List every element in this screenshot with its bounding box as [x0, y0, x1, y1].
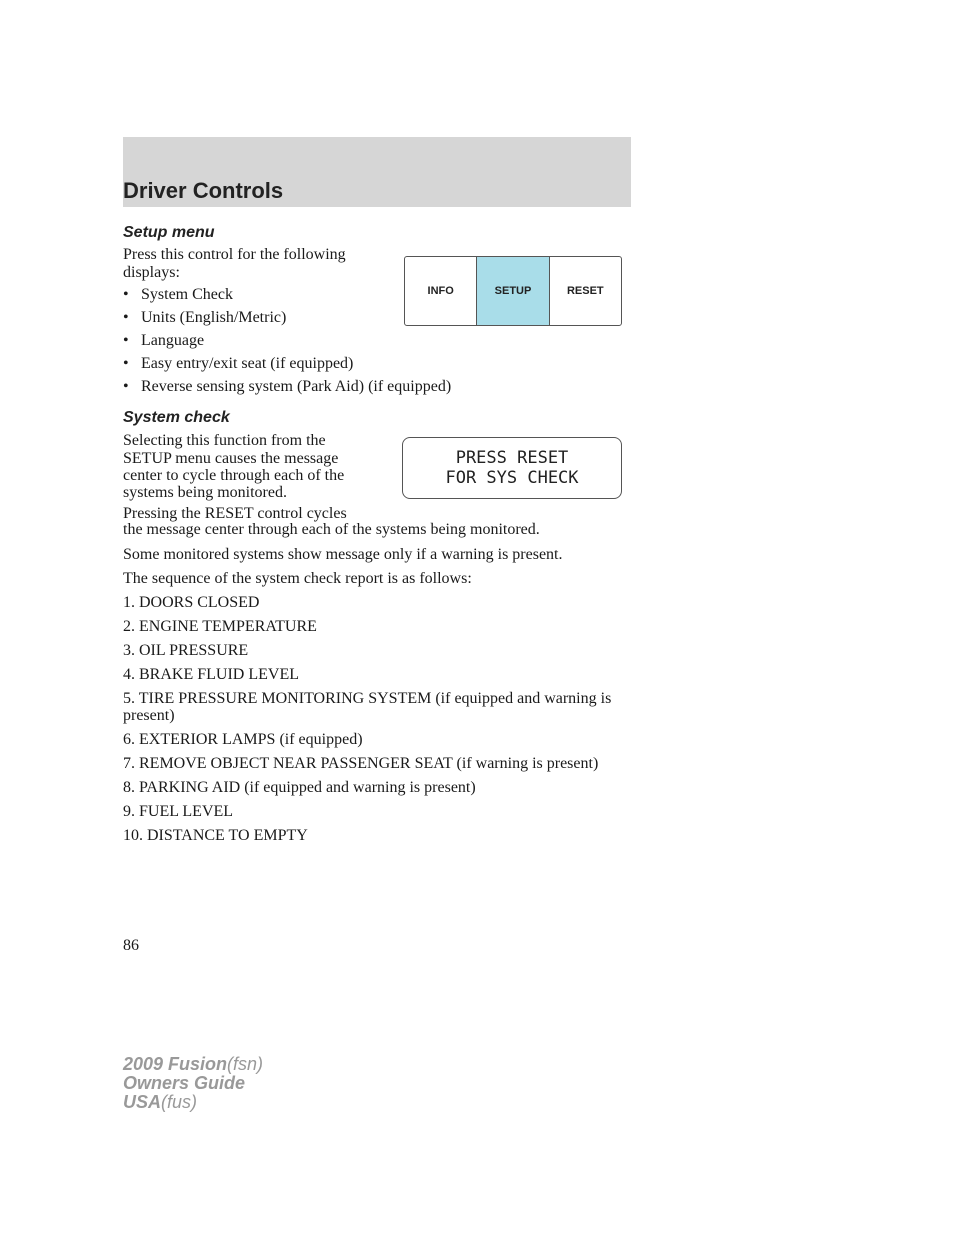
system-check-para1-line4: systems being monitored.: [123, 484, 287, 501]
list-item: 1. DOORS CLOSED: [123, 594, 260, 611]
system-check-para3: Some monitored systems show message only if a warning is present.: [123, 546, 563, 563]
list-item: • Reverse sensing system (Park Aid) (if equipped): [123, 378, 452, 395]
list-item: 5. TIRE PRESSURE MONITORING SYSTEM (if equipped and warning is: [123, 690, 612, 707]
control-button-panel: [404, 256, 622, 326]
system-check-para1-line3: center to cycle through each of the: [123, 467, 345, 484]
setup-intro-line2: displays:: [123, 264, 180, 281]
setup-menu-heading: Setup menu: [123, 224, 215, 241]
footer-model: 2009 Fusion: [123, 1054, 228, 1074]
list-item: 10. DISTANCE TO EMPTY: [123, 827, 308, 844]
list-item: 2. ENGINE TEMPERATURE: [123, 618, 317, 635]
system-check-heading: System check: [123, 409, 230, 426]
message-center-display: [402, 437, 622, 499]
setup-button: SETUP: [477, 257, 549, 325]
list-item: 9. FUEL LEVEL: [123, 803, 234, 820]
footer-model-code: (fsn): [227, 1054, 264, 1074]
display-line-2: FOR SYS CHECK: [445, 468, 579, 488]
list-item: • Easy entry/exit seat (if equipped): [123, 355, 354, 372]
footer-guide: Owners Guide: [123, 1073, 246, 1093]
list-item: 3. OIL PRESSURE: [123, 642, 249, 659]
page-title: Driver Controls: [123, 178, 284, 203]
list-item: • System Check: [123, 286, 233, 303]
list-item: present): [123, 707, 175, 724]
system-check-para2-line1: Pressing the RESET control cycles: [123, 505, 347, 522]
footer: [123, 1055, 263, 1112]
footer-market-code: (fus): [161, 1092, 198, 1112]
system-check-para1-line1: Selecting this function from the: [123, 432, 326, 449]
list-item: 7. REMOVE OBJECT NEAR PASSENGER SEAT (if warning is present): [123, 755, 599, 772]
list-item: 4. BRAKE FLUID LEVEL: [123, 666, 299, 683]
setup-intro-line1: Press this control for the following: [123, 246, 346, 263]
reset-button: RESET: [566, 285, 604, 297]
display-line-1: PRESS RESET: [455, 448, 569, 468]
list-item: 6. EXTERIOR LAMPS (if equipped): [123, 731, 363, 748]
page-number: 86: [123, 937, 139, 954]
footer-market: USA: [123, 1092, 162, 1112]
list-item: • Units (English/Metric): [123, 309, 287, 326]
system-check-para1-line2: SETUP menu causes the message: [123, 450, 339, 467]
system-check-para4: The sequence of the system check report is as follows:: [123, 570, 472, 587]
system-check-para2-line2: the message center through each of the systems being monitored.: [123, 521, 540, 538]
info-button: INFO: [405, 257, 477, 325]
list-item: • Language: [123, 332, 205, 349]
list-item: 8. PARKING AID (if equipped and warning is present): [123, 779, 476, 796]
